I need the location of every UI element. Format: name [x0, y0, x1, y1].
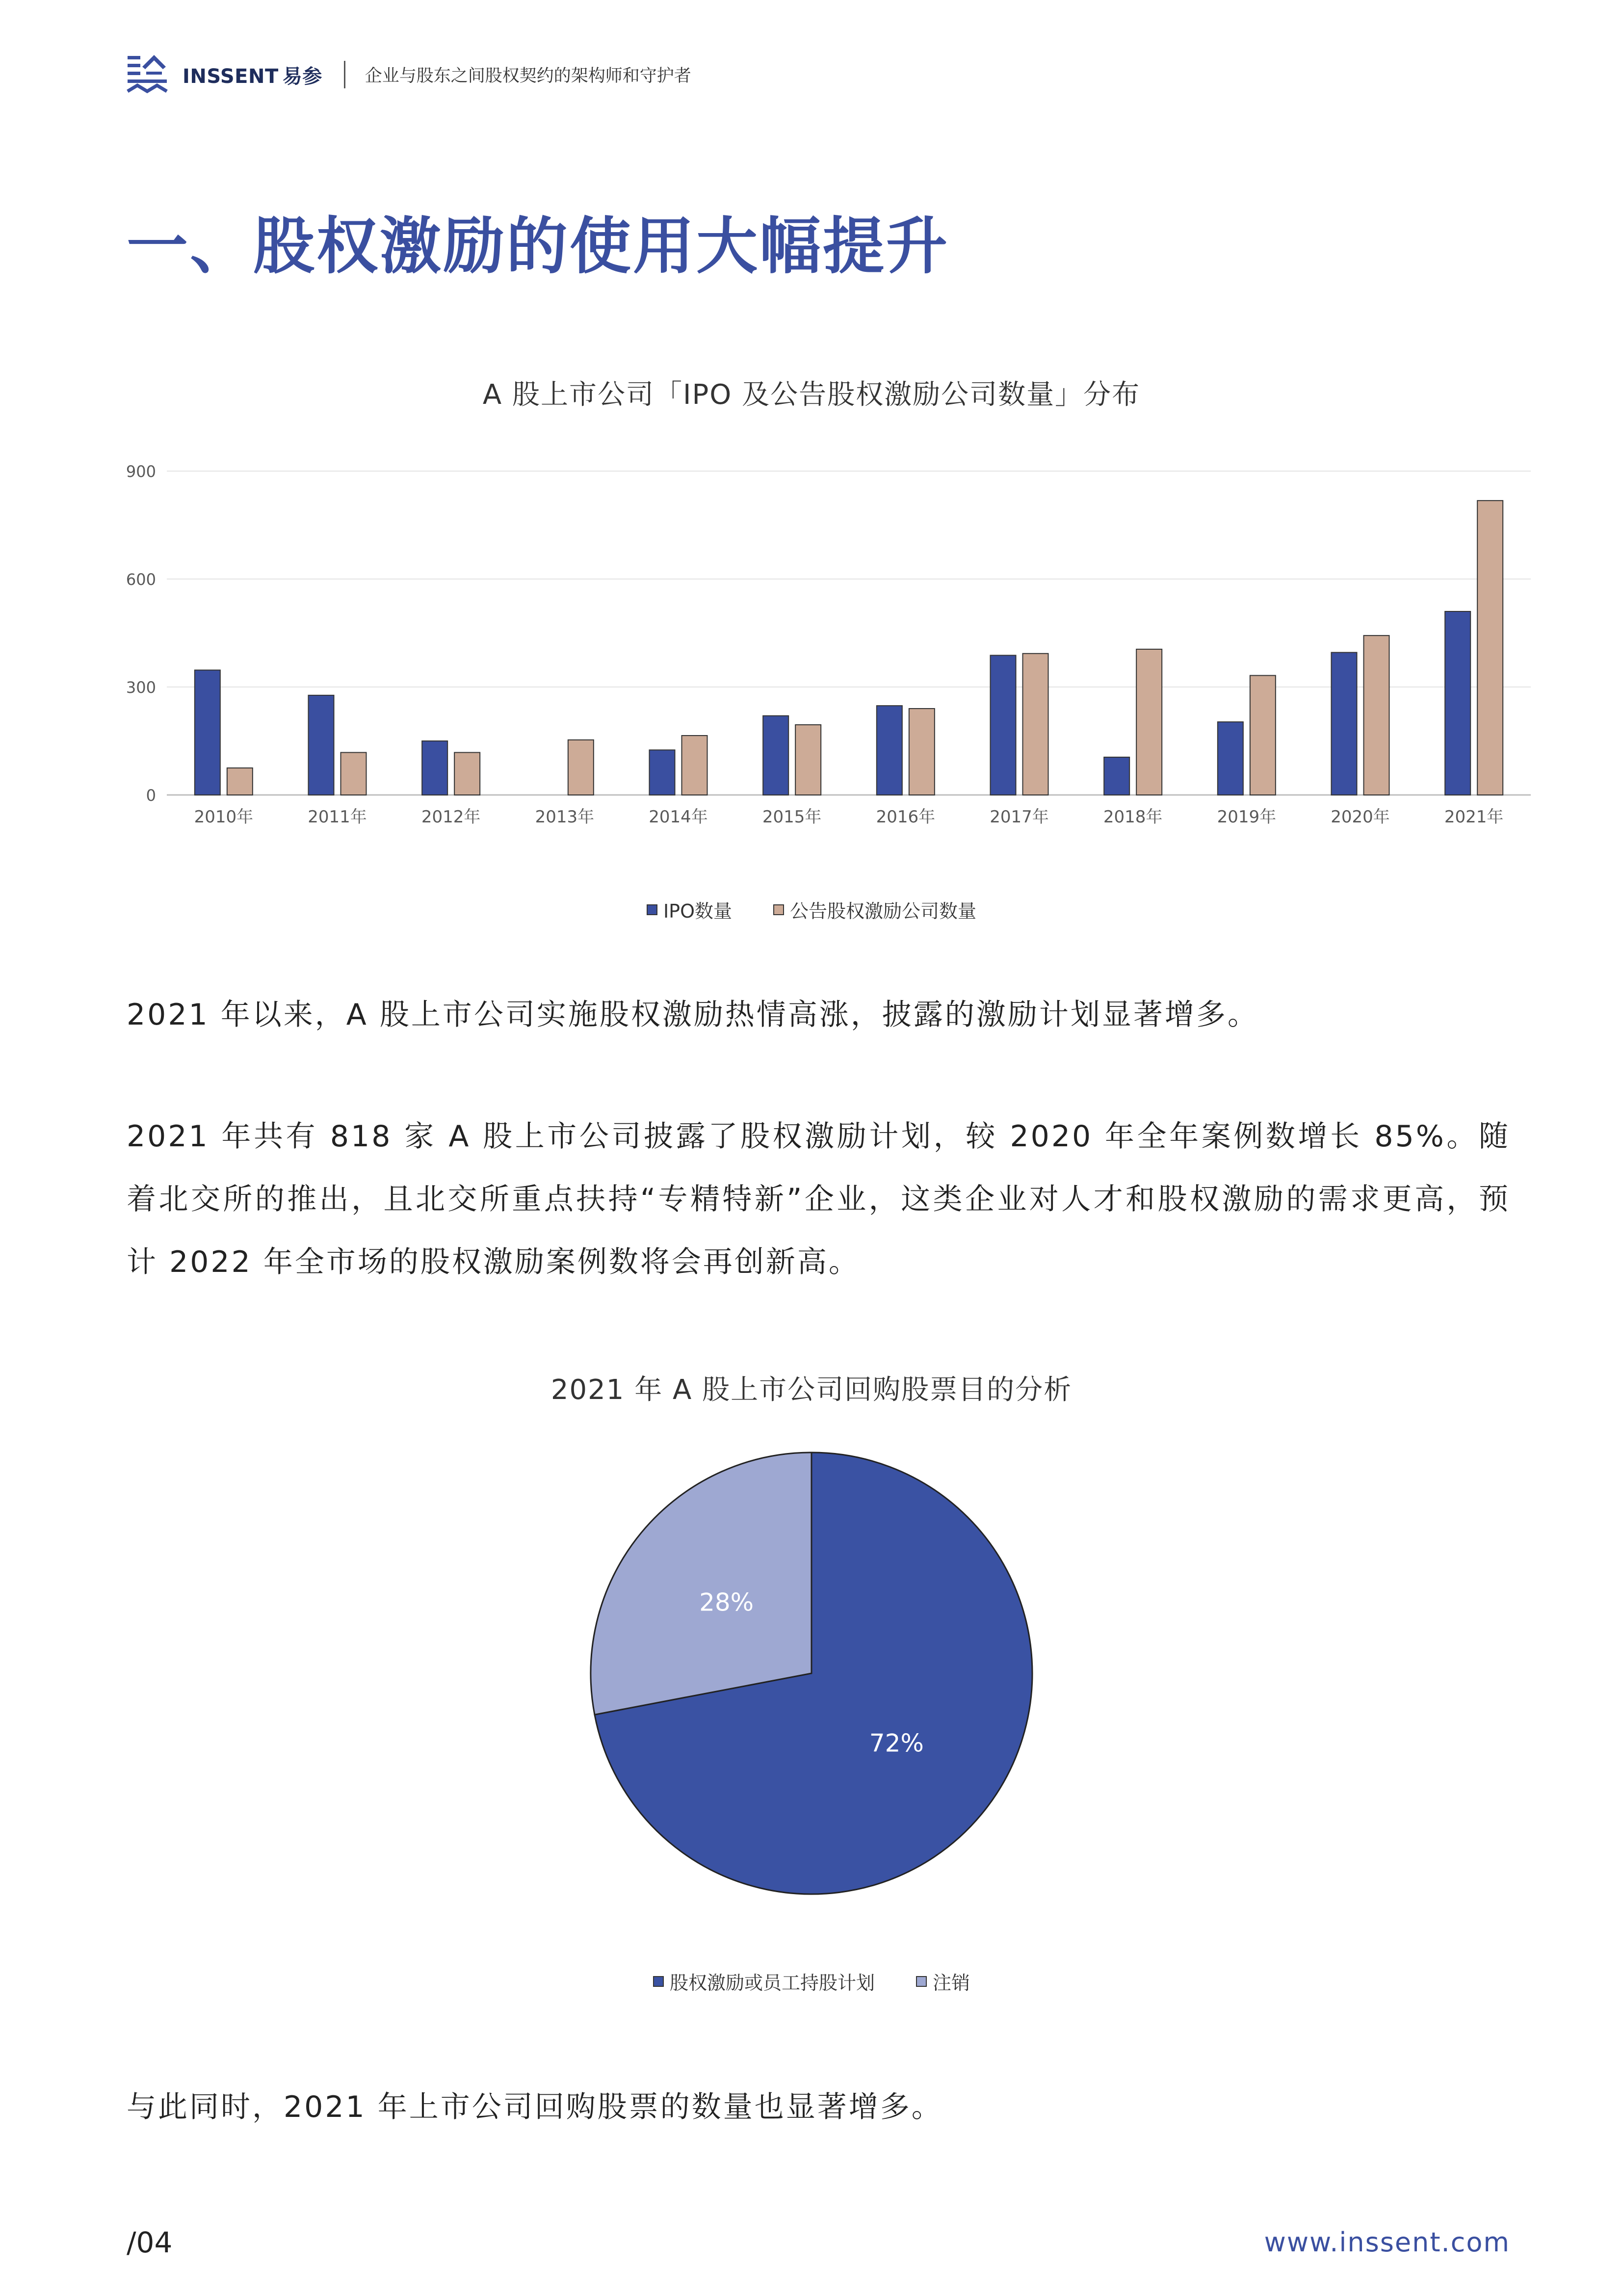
section-title: 一、股权激励的使用大幅提升 — [127, 211, 949, 282]
bar — [763, 716, 788, 795]
bar — [991, 655, 1016, 795]
bar — [795, 725, 821, 795]
paragraph-detail: 2021 年共有 818 家 A 股上市公司披露了股权激励计划，较 2020 年全年案例数增长 85%。随着北交所的推出，且北交所重点扶持“专精特新”企业，这类企业对人才和股权激励的需求更高，预计 2022 年全市场的股权激励案例数将会再创新高。 — [127, 1119, 1510, 1279]
x-tick-label: 2015年 — [762, 807, 822, 827]
page-number: /04 — [127, 2226, 173, 2259]
bar — [1477, 501, 1503, 795]
pie-chart-title: 2021 年 A 股上市公司回购股票目的分析 — [550, 1374, 1073, 1406]
bar — [1250, 676, 1276, 795]
legend-label: 公告股权激励公司数量 — [790, 900, 977, 922]
x-tick-label: 2014年 — [649, 807, 708, 827]
bar — [1104, 757, 1129, 795]
bar — [568, 740, 594, 795]
bar — [454, 752, 480, 795]
bar-chart — [118, 451, 1541, 854]
header-slogan: 企业与股东之间股权契约的架构师和守护者 — [365, 66, 691, 86]
legend-item — [647, 896, 732, 923]
brand-name — [183, 61, 322, 89]
bar — [1218, 722, 1243, 795]
legend-item — [653, 1968, 875, 1995]
x-tick-label: 2021年 — [1444, 807, 1504, 827]
legend-item — [773, 896, 976, 923]
legend-label: 股权激励或员工持股计划 — [669, 1972, 875, 1994]
legend-swatch — [916, 1976, 927, 1987]
pie-slice-label: 72% — [869, 1729, 924, 1758]
pie-slice — [591, 1452, 812, 1715]
legend-swatch — [647, 904, 657, 915]
y-tick-label: 900 — [126, 462, 156, 481]
bar — [341, 752, 366, 795]
x-tick-label: 2019年 — [1217, 807, 1277, 827]
y-tick-label: 600 — [126, 570, 156, 589]
bar-chart-title: A 股上市公司「IPO 及公告股权激励公司数量」分布 — [482, 379, 1141, 411]
bar — [909, 709, 935, 795]
bar — [309, 695, 334, 795]
bar — [1364, 635, 1389, 795]
x-tick-label: 2018年 — [1103, 807, 1163, 827]
bar — [1136, 649, 1162, 795]
bar-chart-legend — [0, 896, 1623, 923]
x-tick-label: 2016年 — [876, 807, 936, 827]
x-tick-label: 2013年 — [535, 807, 595, 827]
bar — [195, 670, 220, 795]
bar — [422, 741, 447, 795]
y-tick-label: 300 — [126, 678, 156, 697]
y-tick-label: 0 — [146, 786, 156, 805]
bar — [682, 736, 707, 795]
x-tick-label: 2017年 — [990, 807, 1049, 827]
legend-label: IPO数量 — [663, 900, 733, 922]
pie-slice-label: 28% — [699, 1588, 754, 1617]
pie-chart-legend — [0, 1968, 1623, 1995]
legend-swatch — [653, 1976, 664, 1987]
bar — [1023, 654, 1048, 795]
x-tick-label: 2011年 — [308, 807, 367, 827]
brand-cn: 易参 — [282, 65, 322, 88]
bar — [650, 750, 675, 795]
x-tick-label: 2012年 — [421, 807, 481, 827]
x-tick-label: 2020年 — [1331, 807, 1390, 827]
bar — [1445, 611, 1470, 795]
brand-en: INSSENT — [183, 65, 279, 88]
legend-item — [916, 1968, 970, 1995]
header — [127, 55, 691, 94]
website-link[interactable]: www.inssent.com — [1264, 2227, 1510, 2258]
insent-logo-icon — [127, 54, 168, 95]
legend-swatch — [773, 904, 784, 915]
paragraph-buyback: 与此同时，2021 年上市公司回购股票的数量也显著增多。 — [127, 2090, 943, 2124]
header-divider — [344, 61, 345, 88]
bar — [877, 706, 902, 795]
legend-label: 注销 — [933, 1972, 970, 1994]
bar — [1332, 653, 1357, 795]
bar — [227, 768, 253, 795]
pie-chart — [566, 1433, 1057, 1914]
paragraph-intro: 2021 年以来，A 股上市公司实施股权激励热情高涨，披露的激励计划显著增多。 — [127, 998, 1259, 1032]
x-tick-label: 2010年 — [194, 807, 254, 827]
